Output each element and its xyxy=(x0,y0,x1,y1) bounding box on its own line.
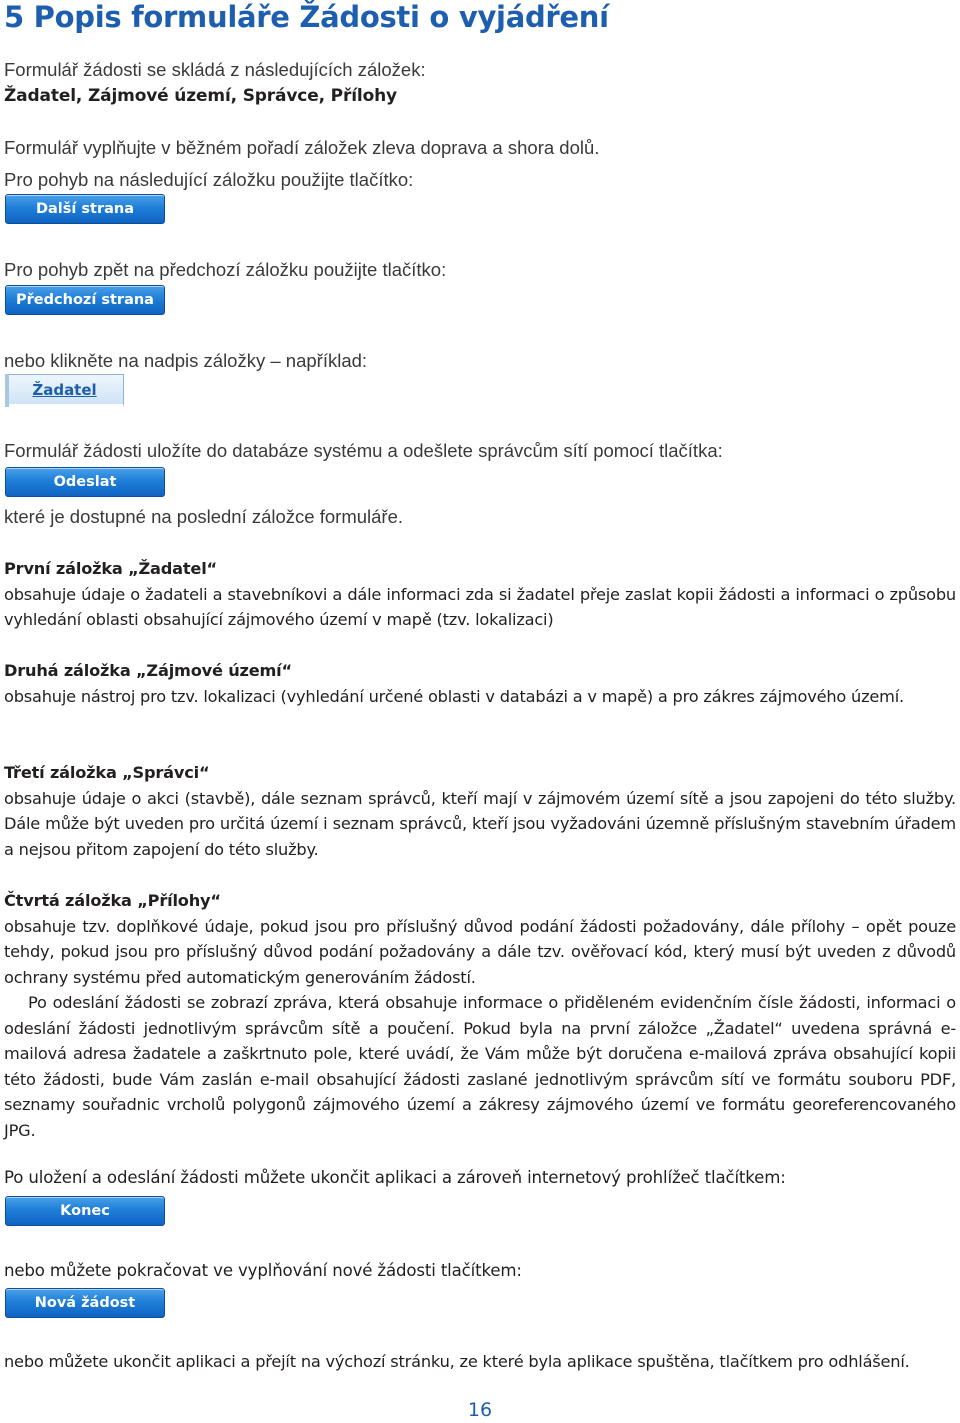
page-number: 16 xyxy=(467,1399,493,1421)
tab-zadatel-example[interactable]: Žadatel xyxy=(5,374,124,407)
fill-order-text: Formulář vyplňujte v běžném pořadí záložek zleva doprava a shora dolů. xyxy=(4,137,600,158)
tab3-body: obsahuje údaje o akci (stavbě), dále seznam správců, kteří mají v zájmovém území sítě a jsou zapojeni do této služby. Dále může být uveden pro určitá území i seznam správců, kteří jsou vyžadováni územně příslušným stavebním úřadem a nejsou přitom zapojení do této služby. xyxy=(4,788,956,859)
logout-instruction: nebo můžete ukončit aplikaci a přejít na výchozí stránku, ze které byla aplikace spuštěna, tlačítkem pro odhlášení. xyxy=(4,1352,910,1371)
section-heading: 5 Popis formuláře Žádosti o vyjádření xyxy=(4,0,609,34)
send-instruction: Formulář žádosti uložíte do databáze systému a odešlete správcům sítí pomocí tlačítka: xyxy=(4,440,723,461)
tab4-body: obsahuje tzv. doplňkové údaje, pokud jsou pro příslušný důvod podání žádosti požadovány, dále přílohy – opět pouze tehdy, pokud jsou pro příslušný důvod podání požadovány a dále tzv. ověřovací kód, který musí být uveden z důvodů ochrany systému před automatickým generováním žádostí. xyxy=(4,916,956,987)
new-request-instruction: nebo můžete pokračovat ve vyplňování nové žádosti tlačítkem: xyxy=(4,1261,522,1280)
after-send-paragraph: Po odeslání žádosti se zobrazí zpráva, která obsahuje informace o přiděleném evidenčním čísle žádosti, informaci o odeslání žádosti jednotlivým správcům sítě a poučení. Pokud byla na první záložce „Žadatel“ uvedena správná e-mailová adresa žadatele a zaškrtnuto pole, které uvádí, že Vám může být doručena e-mailová zpráva obsahující kopii této žádosti, bude Vám zaslán e-mail obsahující žádosti zaslané jednotlivým správcům sítí ve formátu souboru PDF, seznamy souřadnic vrcholů polygonů zájmového území a zákresy zájmového území ve formátu georeferencovaného JPG. xyxy=(4,993,956,1140)
tab1-body: obsahuje údaje o žadateli a stavebníkovi a dále informaci zda si žadatel přeje zaslat kopii žádosti a informaci o způsobu vyhledání oblasti obsahující zájmového území v mapě (tzv. lokalizaci) xyxy=(4,584,956,629)
tab-list-line: Žadatel, Zájmové území, Správce, Přílohy xyxy=(4,86,397,106)
tab3-description xyxy=(4,760,956,862)
end-instruction: Po uložení a odeslání žádosti můžete ukončit aplikaci a zároveň internetový prohlížeč tlačítkem: xyxy=(4,1168,786,1187)
tab3-title: Třetí záložka „Správci“ xyxy=(4,763,210,782)
end-button[interactable]: Konec xyxy=(5,1196,165,1226)
send-availability-note: které je dostupné na poslední záložce formuláře. xyxy=(4,506,404,527)
tab4-description xyxy=(4,888,956,1143)
tab2-description xyxy=(4,658,956,709)
tab1-description xyxy=(4,556,956,633)
prev-page-button[interactable]: Předchozí strana xyxy=(5,285,165,315)
new-request-button[interactable]: Nová žádost xyxy=(5,1288,165,1318)
tab1-title: První záložka „Žadatel“ xyxy=(4,559,217,578)
tab-instruction: nebo klikněte na nadpis záložky – například: xyxy=(4,350,368,371)
next-page-button[interactable]: Další strana xyxy=(5,194,165,224)
send-button[interactable]: Odeslat xyxy=(5,467,165,497)
intro-line: Formulář žádosti se skládá z následujících záložek: xyxy=(4,59,426,80)
prev-instruction: Pro pohyb zpět na předchozí záložku použijte tlačítko: xyxy=(4,259,447,280)
tab2-title: Druhá záložka „Zájmové území“ xyxy=(4,661,292,680)
tab2-body: obsahuje nástroj pro tzv. lokalizaci (vyhledání určené oblasti v databázi a v mapě) a pro zákres zájmového území. xyxy=(4,686,904,706)
tab4-title: Čtvrtá záložka „Přílohy“ xyxy=(4,891,221,910)
next-instruction: Pro pohyb na následující záložku použijte tlačítko: xyxy=(4,169,414,190)
